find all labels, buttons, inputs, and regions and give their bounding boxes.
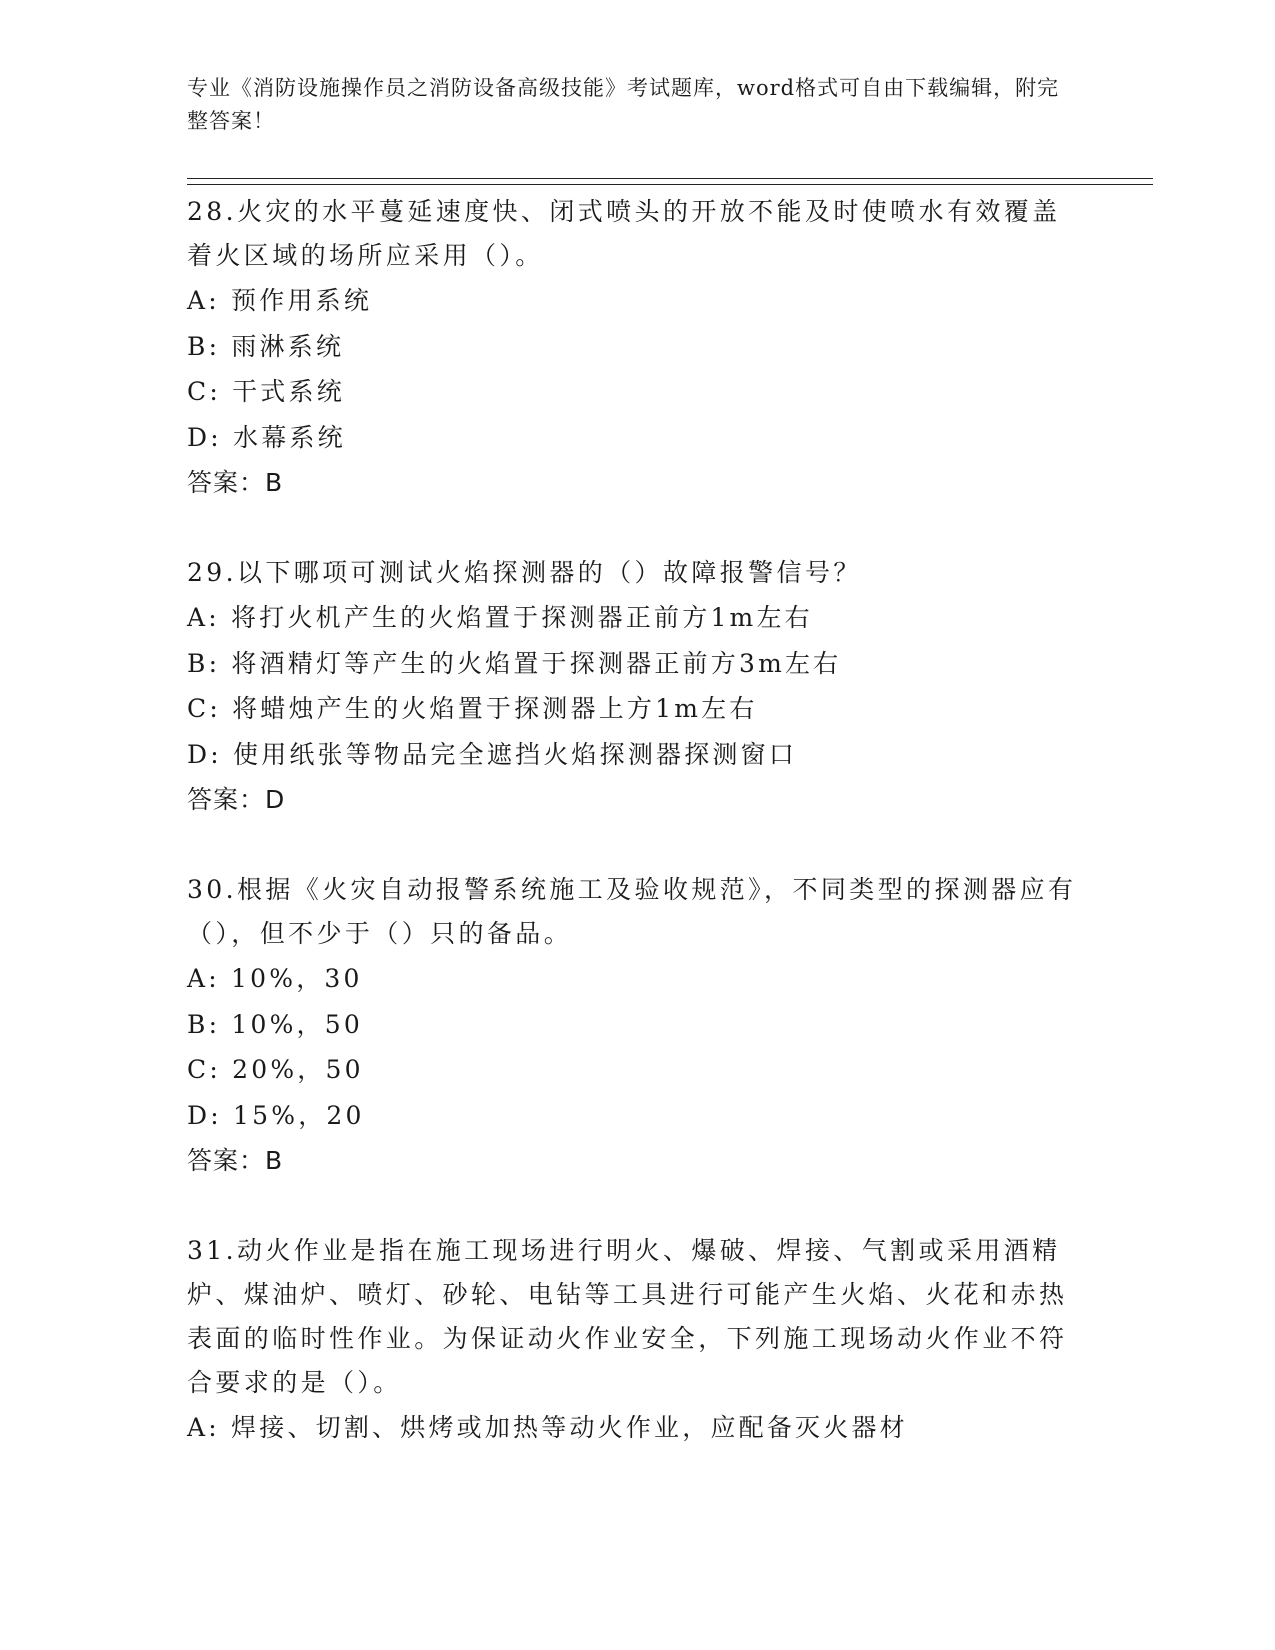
option-b xyxy=(187,324,1087,370)
option-text: 将打火机产生的火焰置于探测器正前方1m左右 xyxy=(231,603,813,632)
option-letter: A: xyxy=(187,603,220,632)
question-30 xyxy=(187,868,1087,1183)
option-letter: D: xyxy=(187,1100,222,1130)
option-letter: C: xyxy=(187,1055,221,1084)
option-b xyxy=(187,1002,1087,1048)
option-letter: B: xyxy=(187,1009,221,1039)
question-list xyxy=(187,190,1087,1497)
option-text: 将蜡烛产生的火焰置于探测器上方1m左右 xyxy=(232,694,758,723)
option-a xyxy=(187,956,1087,1002)
header-rule-bottom xyxy=(187,184,1153,185)
question-stem: 29.以下哪项可测试火焰探测器的（）故障报警信号？ xyxy=(187,558,862,587)
question-29 xyxy=(187,551,1087,822)
option-letter: C: xyxy=(187,377,221,406)
option-letter: B: xyxy=(187,331,221,361)
option-c xyxy=(187,369,1087,415)
option-a xyxy=(187,1405,1087,1451)
option-letter: D: xyxy=(187,422,222,452)
option-text: 干式系统 xyxy=(232,377,345,406)
option-letter: A: xyxy=(187,286,220,315)
option-letter: A: xyxy=(187,964,220,993)
option-text: 雨淋系统 xyxy=(231,331,345,361)
option-letter: A: xyxy=(187,1413,220,1442)
header-text: 专业《消防设施操作员之消防设备高级技能》考试题库，word格式可自由下载编辑，附完整答案！ xyxy=(187,76,1060,133)
option-text: 20%，50 xyxy=(232,1055,364,1084)
option-text: 15%，20 xyxy=(233,1100,365,1130)
document-header xyxy=(187,72,1067,138)
question-stem: 31.动火作业是指在施工现场进行明火、爆破、焊接、气割或采用酒精炉、煤油炉、喷灯、砂轮、电钻等工具进行可能产生火焰、火花和赤热表面的临时性作业。为保证动火作业安全，下列施工现场动火作业不符合要求的是（）。 xyxy=(187,1236,1068,1397)
option-d xyxy=(187,1093,1087,1139)
option-b xyxy=(187,641,1087,687)
answer-line: 答案：B xyxy=(187,468,284,497)
option-a xyxy=(187,595,1087,641)
option-d xyxy=(187,732,1087,778)
option-text: 预作用系统 xyxy=(231,286,373,315)
option-c xyxy=(187,1047,1087,1093)
option-c xyxy=(187,686,1087,732)
option-text: 将酒精灯等产生的火焰置于探测器正前方3m左右 xyxy=(231,648,842,678)
answer-line: 答案：B xyxy=(187,1146,284,1175)
option-text: 使用纸张等物品完全遮挡火焰探测器探测窗口 xyxy=(233,739,798,769)
option-text: 10%，30 xyxy=(231,964,363,993)
question-stem: 28.火灾的水平蔓延速度快、闭式喷头的开放不能及时使喷水有效覆盖着火区域的场所应采用（）。 xyxy=(187,197,1061,270)
question-stem: 30.根据《火灾自动报警系统施工及验收规范》，不同类型的探测器应有（），但不少于（）只的备品。 xyxy=(187,875,1077,948)
option-letter: C: xyxy=(187,694,221,723)
option-text: 10%，50 xyxy=(231,1009,363,1039)
option-text: 焊接、切割、烘烤或加热等动火作业，应配备灭火器材 xyxy=(231,1413,908,1442)
option-a xyxy=(187,278,1087,324)
option-letter: B: xyxy=(187,648,221,678)
option-d xyxy=(187,415,1087,461)
answer-line: 答案：D xyxy=(187,785,286,814)
option-text: 水幕系统 xyxy=(233,422,346,452)
question-31 xyxy=(187,1229,1087,1451)
question-28 xyxy=(187,190,1087,505)
header-rule-top xyxy=(187,178,1153,179)
option-letter: D: xyxy=(187,739,222,769)
